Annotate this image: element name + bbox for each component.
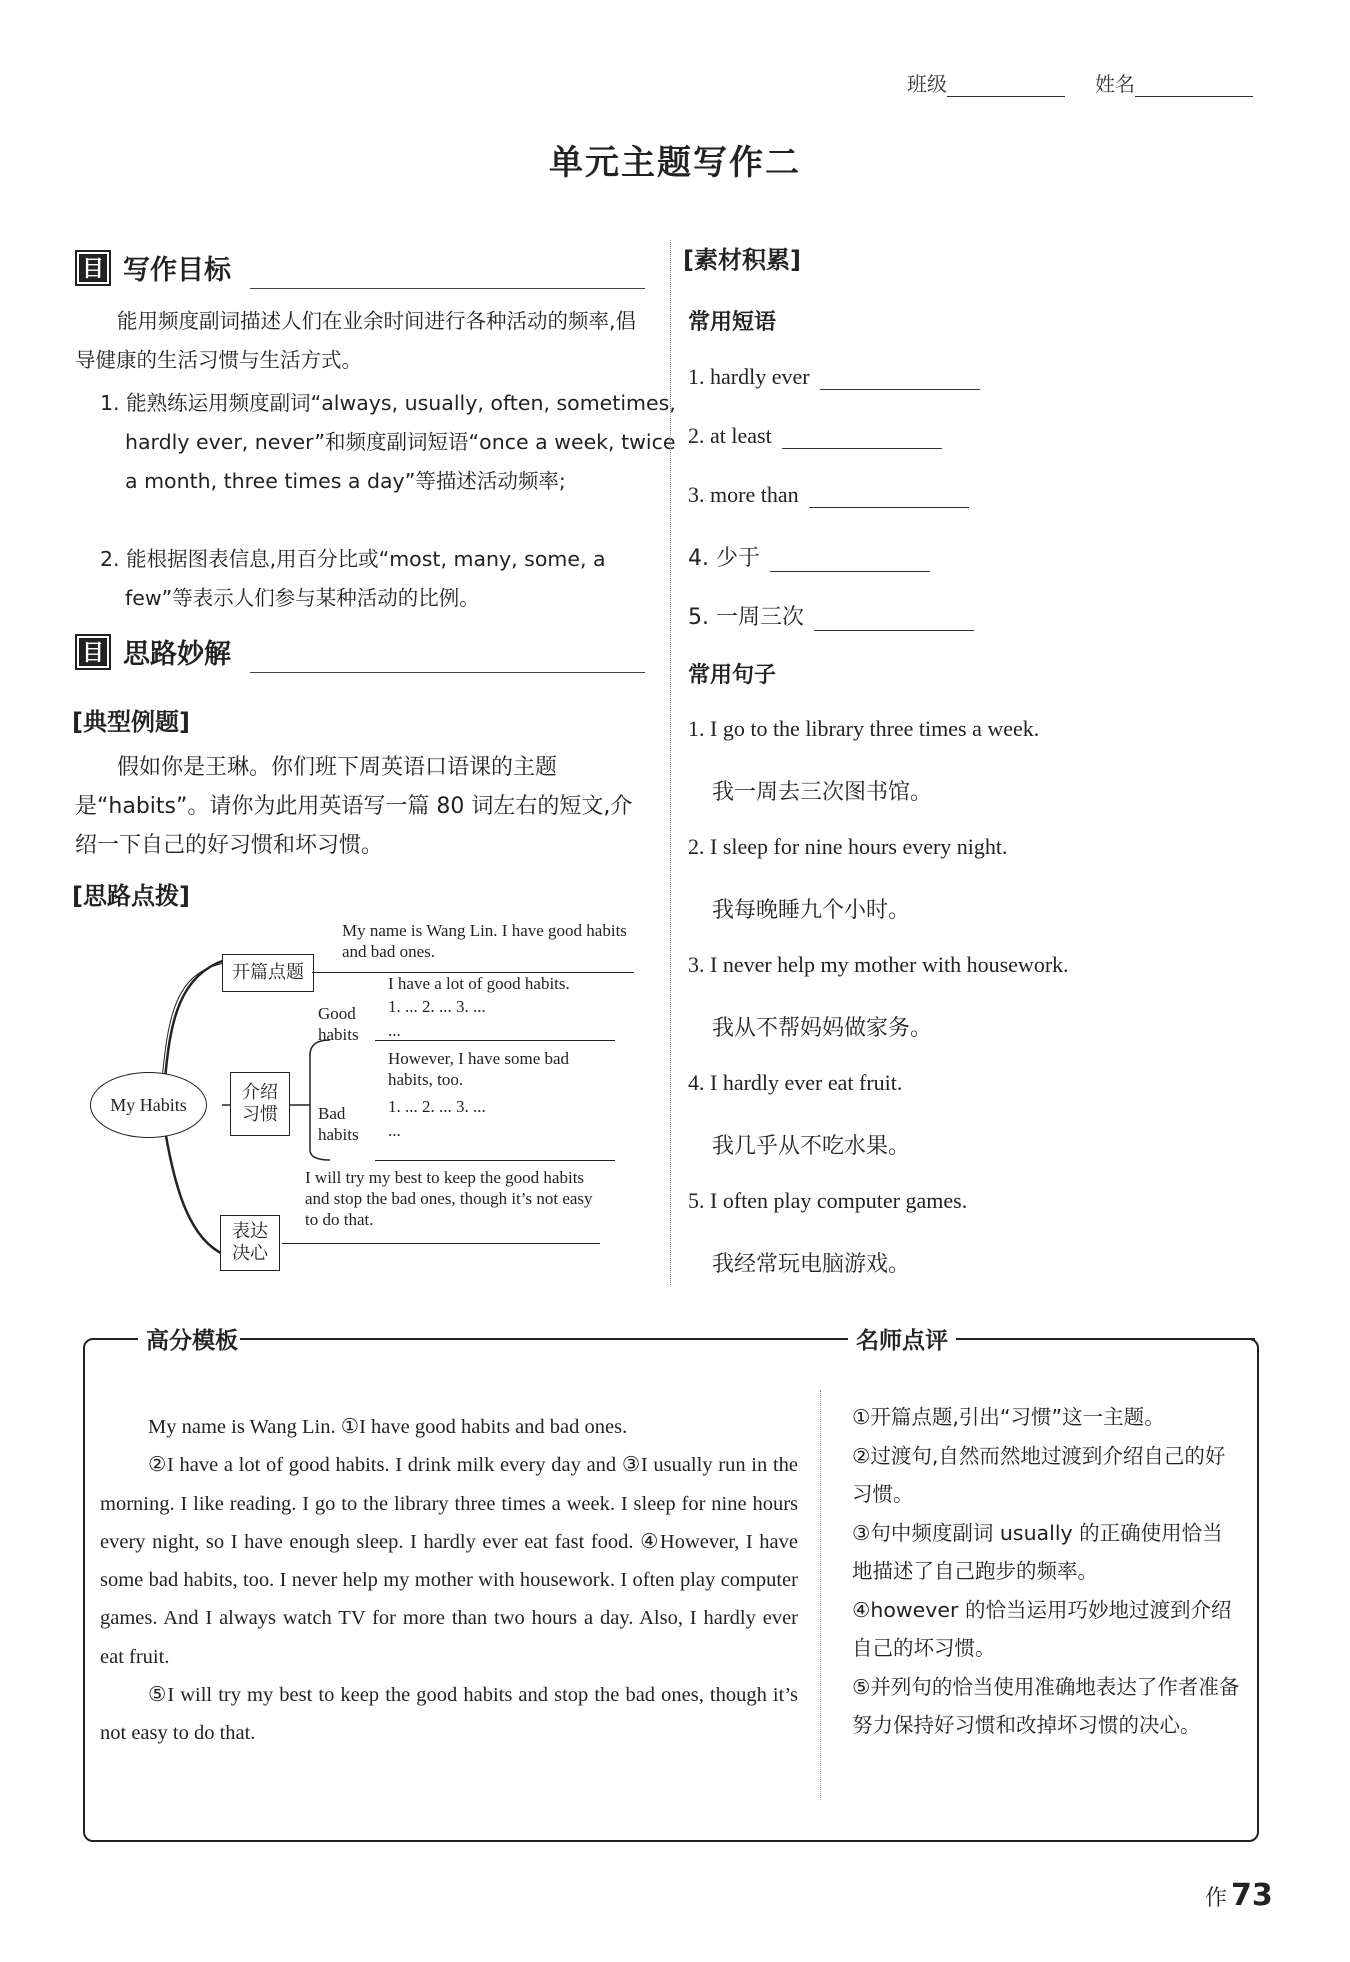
mindmap-opening-label: 开篇点题 (222, 954, 314, 992)
review-heading: 名师点评 (848, 1322, 956, 1355)
essay-paragraph-2: ②I have a lot of good habits. I drink milk every day and ③I usually run in the morning. I like reading. I go to the library three times a week. I sleep for nine hours every night, so I have enough sleep. I hardly ever eat fast food. ④However, I have some bad habits, too. I never help my mother with housework. I often play computer games. And I always watch TV for more than two hours a day. Also, I hardly ever eat fruit. (100, 1454, 798, 1668)
page-prefix: 作 (1205, 1886, 1228, 1911)
template-divider (820, 1390, 821, 1800)
mindmap-resolve-label: 表达决心 (220, 1215, 280, 1271)
sentence-en: 5. I often play computer games. (688, 1188, 968, 1213)
phrase-item: 5. 一周三次 (688, 600, 974, 631)
review-item: ③句中频度副词 usually 的正确使用恰当地描述了自己跑步的频率。 (852, 1520, 1223, 1583)
mindmap-good-items: 1. ... 2. ... 3. ... (388, 997, 486, 1016)
mindmap-bad-items: 1. ... 2. ... 3. ... (388, 1097, 486, 1116)
mindmap-resolve-line (282, 1243, 600, 1244)
page-title: 单元主题写作二 (549, 143, 801, 183)
sentence-en: 1. I go to the library three times a week. (688, 716, 1040, 741)
sentence-zh: 我每晚睡九个小时。 (712, 898, 911, 923)
tips-heading: [思路点拨] (72, 882, 190, 910)
mindmap-bad-label: Bad habits (318, 1104, 359, 1144)
review-item: ⑤并列句的恰当使用准确地表达了作者准备努力保持好习惯和改掉坏习惯的决心。 (852, 1674, 1240, 1737)
mindmap-good-label: Good habits (318, 1004, 359, 1044)
class-blank[interactable] (947, 74, 1065, 97)
section-title: 思路妙解 (123, 639, 231, 670)
template-box-topline (240, 1338, 810, 1340)
mindmap-good-line (375, 1040, 615, 1041)
sentences-heading: 常用句子 (688, 663, 777, 688)
phrase-item: 4. 少于 (688, 541, 930, 572)
review-item: ①开篇点题,引出“习惯”这一主题。 (852, 1405, 1165, 1429)
materials-heading: [素材积累] (683, 246, 801, 274)
phrase-item: 1. hardly ever (688, 364, 980, 390)
review-item: ④however 的恰当运用巧妙地过渡到介绍自己的坏习惯。 (852, 1597, 1232, 1660)
name-label: 姓名 (1095, 72, 1135, 96)
goal-item-2: 2. 能根据图表信息,用百分比或“most, many, some, a few”等表示人们参与某种活动的比例。 (100, 547, 606, 610)
mindmap-good-more: ... (388, 1021, 401, 1040)
answer-blank[interactable] (782, 426, 942, 449)
essay-paragraph-1: My name is Wang Lin. ①I have good habits and bad ones. (148, 1416, 628, 1438)
mindmap-intro-label: 介绍习惯 (230, 1072, 290, 1136)
review-notes (852, 1398, 1242, 1745)
sentence-en: 3. I never help my mother with housework. (688, 952, 1069, 977)
answer-blank[interactable] (814, 608, 974, 631)
example-heading: [典型例题] (72, 708, 190, 736)
sentence-en: 2. I sleep for nine hours every night. (688, 834, 1008, 859)
sentence-zh: 我从不帮妈妈做家务。 (712, 1016, 933, 1041)
phrases-heading: 常用短语 (688, 310, 777, 335)
mindmap-bad-more: ... (388, 1121, 401, 1140)
name-field (1095, 68, 1253, 97)
mindmap-center: My Habits (90, 1072, 207, 1138)
name-blank[interactable] (1135, 74, 1253, 97)
phrase-item: 3. more than (688, 482, 969, 508)
goal-item-1: 1. 能熟练运用频度副词“always, usually, often, sometimes, hardly ever, never”和频度副词短语“once a week, twice a month, three times a day”等描述活动频率; (100, 391, 676, 493)
sentence-en: 4. I hardly ever eat fruit. (688, 1070, 903, 1095)
answer-blank[interactable] (809, 485, 969, 508)
mindmap-good-text: I have a lot of good habits. (388, 974, 570, 993)
answer-blank[interactable] (770, 549, 930, 572)
column-divider (670, 240, 671, 1285)
page-number: 73 (1231, 1878, 1273, 1913)
sentence-zh: 我几乎从不吃水果。 (712, 1134, 911, 1159)
sentence-zh: 我一周去三次图书馆。 (712, 780, 933, 805)
section-icon: 目 (75, 634, 111, 670)
goal-intro: 能用频度副词描述人们在业余时间进行各种活动的频率,倡导健康的生活习惯与生活方式。 (75, 309, 637, 372)
template-box-topline (970, 1338, 1255, 1340)
phrase-item: 2. at least (688, 423, 942, 449)
mindmap-bad-line (375, 1160, 615, 1161)
page-footer (1205, 1878, 1273, 1913)
mindmap-opening-text: My name is Wang Lin. I have good habits and bad ones. (342, 921, 627, 961)
mindmap-bad-text: However, I have some bad habits, too. (388, 1049, 570, 1089)
section-title: 写作目标 (123, 255, 231, 286)
essay-paragraph-3: ⑤I will try my best to keep the good habits and stop the bad ones, though it’s not easy to do that. (100, 1684, 798, 1745)
class-field (907, 68, 1065, 97)
answer-blank[interactable] (820, 367, 980, 390)
section-icon: 目 (75, 250, 111, 286)
template-essay (100, 1408, 798, 1753)
template-heading: 高分模板 (138, 1322, 246, 1355)
review-item: ②过渡句,自然而然地过渡到介绍自己的好习惯。 (852, 1443, 1226, 1506)
class-label: 班级 (907, 72, 947, 96)
mindmap-resolve-text: I will try my best to keep the good habits and stop the bad ones, though it’s not easy to do that. (305, 1168, 593, 1229)
sentence-zh: 我经常玩电脑游戏。 (712, 1252, 911, 1277)
example-text: 假如你是王琳。你们班下周英语口语课的主题是“habits”。请你为此用英语写一篇 80 词左右的短文,介绍一下自己的好习惯和坏习惯。 (75, 755, 633, 858)
